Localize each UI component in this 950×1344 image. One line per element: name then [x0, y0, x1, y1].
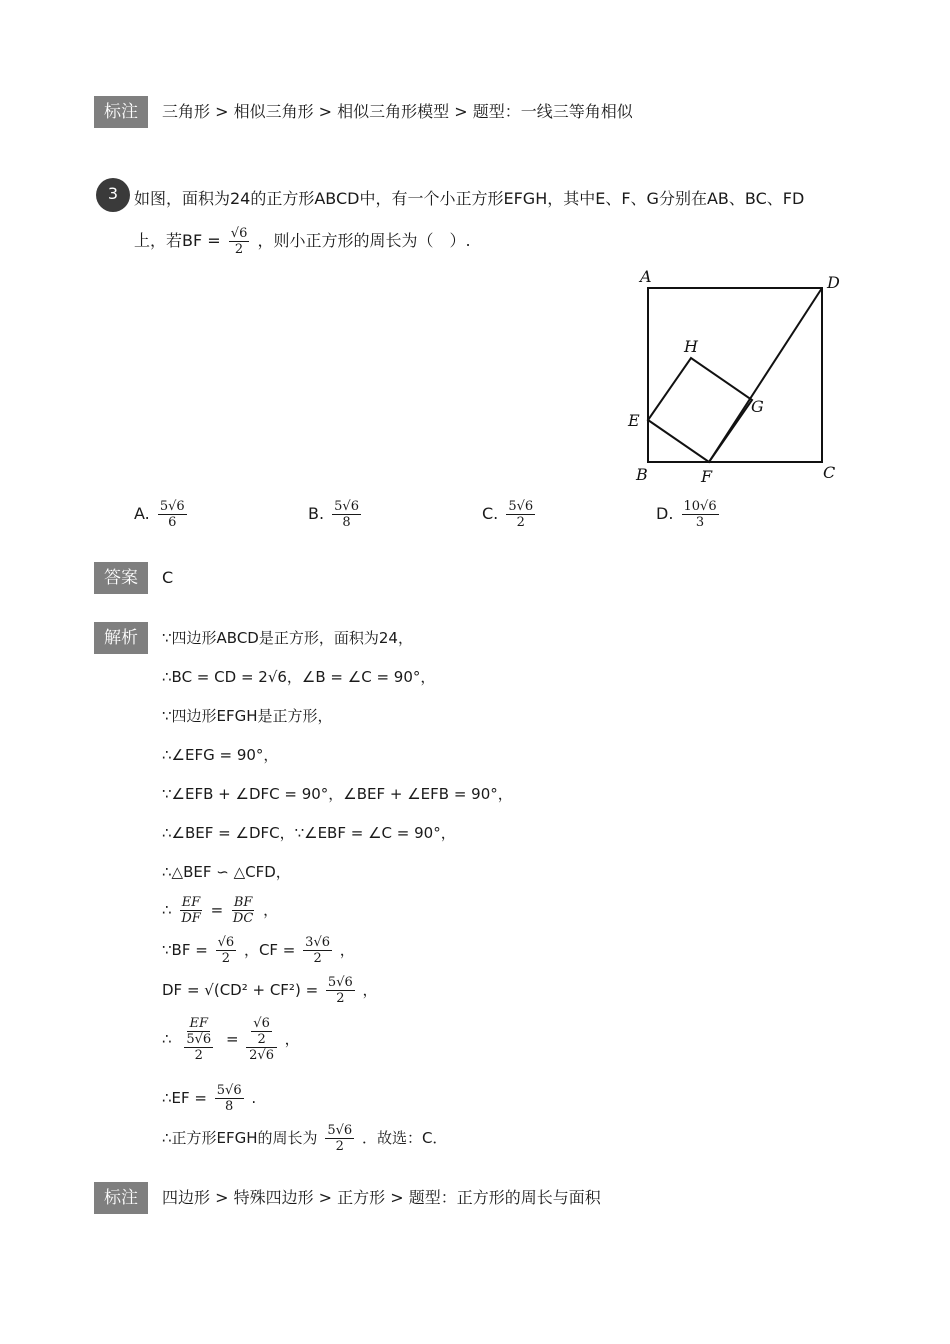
ratio-eq: =	[210, 901, 224, 919]
ef-post: .	[251, 1089, 257, 1107]
df-post: ，	[362, 981, 378, 999]
ratio2-right-num	[246, 1016, 277, 1048]
option-d-letter: D.	[656, 504, 674, 523]
analysis-line-2: ∴BC = CD = 2√6，∠B = ∠C = 90°，	[162, 668, 436, 686]
label-b: B	[636, 465, 648, 484]
analysis-ratio2	[162, 1010, 300, 1068]
final-post: ．故选：C．	[361, 1129, 448, 1147]
question-line2	[134, 226, 471, 257]
ratio2-left-den	[179, 1032, 218, 1063]
final-frac-den: 2	[335, 1139, 344, 1154]
analysis-label: 解析	[94, 622, 148, 654]
ratio-post: ，	[263, 901, 279, 919]
option-b-letter: B.	[308, 504, 325, 523]
tag2-path: 四边形 > 特殊四边形 > 正方形 > 题型：正方形的周长与面积	[162, 1188, 601, 1207]
option-c-num: 5√6	[508, 499, 534, 514]
question-line2-pre: 上，若BF =	[134, 231, 221, 250]
ratio2-right-inner-num: √6	[253, 1016, 270, 1031]
final-pre: ∴正方形EFGH的周长为	[162, 1129, 318, 1147]
ratio2-post: ，	[284, 1030, 300, 1048]
option-d-fraction	[682, 499, 719, 530]
option-a-letter: A.	[134, 504, 150, 523]
tag-path: 三角形 > 相似三角形 > 相似三角形模型 > 题型：一线三等角相似	[162, 102, 633, 121]
option-a-fraction	[158, 499, 187, 530]
ratio2-frac-right	[246, 1016, 277, 1063]
answer-value: C	[162, 568, 174, 587]
ratio-frac-1-num: EF	[181, 895, 201, 910]
label-h: H	[684, 337, 698, 356]
bfcf-pre: ∵BF =	[162, 941, 208, 959]
analysis-line-5: ∵∠EFB + ∠DFC = 90°，∠BEF + ∠EFB = 90°，	[162, 785, 513, 803]
final-frac-num: 5√6	[327, 1123, 353, 1138]
label-e: E	[628, 411, 640, 430]
ratio2-pre: ∴	[162, 1030, 172, 1048]
ef-frac	[215, 1083, 244, 1114]
ef-pre: ∴EF =	[162, 1089, 207, 1107]
option-c-den: 2	[516, 515, 525, 530]
option-b-fraction	[332, 499, 361, 530]
df-frac	[326, 975, 355, 1006]
option-d[interactable]	[656, 496, 722, 532]
question-fraction-den: 2	[234, 242, 244, 257]
df-frac-num: 5√6	[327, 975, 353, 990]
ratio2-left-inner-num: 5√6	[186, 1032, 212, 1047]
ratio-frac-1-den: DF	[181, 911, 201, 926]
ef-frac-num: 5√6	[216, 1083, 242, 1098]
ratio2-left-num: EF	[189, 1016, 208, 1031]
analysis-bf-cf	[162, 932, 355, 968]
option-c-letter: C.	[482, 504, 499, 523]
bf-frac-num: √6	[217, 935, 235, 950]
final-frac	[325, 1123, 354, 1154]
ratio2-left-inner-den: 2	[194, 1048, 203, 1063]
option-d-num: 10√6	[683, 499, 717, 514]
answer-label: 答案	[94, 562, 148, 594]
analysis-line-4: ∴∠EFG = 90°，	[162, 746, 279, 764]
ratio-pre: ∴	[162, 901, 172, 919]
option-a-den: 6	[168, 515, 177, 530]
ratio2-left-inner	[184, 1032, 213, 1063]
cf-frac-den: 2	[313, 951, 322, 966]
ratio2-right-inner-den: 2	[257, 1032, 266, 1047]
option-c-fraction	[506, 499, 535, 530]
analysis-line-1: ∵四边形ABCD是正方形，面积为24，	[162, 629, 413, 647]
analysis-ratio	[162, 892, 278, 928]
ratio2-right-inner	[251, 1016, 272, 1047]
geometry-figure	[620, 262, 850, 492]
ratio-frac-2	[231, 895, 255, 926]
option-d-den: 3	[695, 515, 705, 530]
ratio-frac-1	[179, 895, 202, 926]
bf-frac-den: 2	[221, 951, 231, 966]
square-abcd	[648, 288, 822, 462]
option-b-den: 8	[342, 515, 351, 530]
ratio2-frac-left	[179, 1016, 218, 1063]
label-a: A	[640, 267, 652, 286]
question-number-badge: 3	[96, 178, 130, 212]
option-a-num: 5√6	[159, 499, 185, 514]
ratio2-eq: =	[225, 1030, 239, 1048]
question-line2-post: ，则小正方形的周长为（ ）.	[257, 231, 471, 250]
option-c[interactable]	[482, 496, 538, 532]
option-a[interactable]	[134, 496, 190, 532]
analysis-ef	[162, 1080, 256, 1116]
question-fraction	[229, 226, 250, 257]
option-b-num: 5√6	[334, 499, 359, 514]
option-b[interactable]	[308, 496, 364, 532]
ef-frac-den: 8	[225, 1099, 234, 1114]
ratio2-right-den: 2√6	[249, 1048, 274, 1063]
cf-frac-num: 3√6	[305, 935, 330, 950]
ratio-frac-2-den: DC	[232, 911, 254, 926]
question-line1: 如图，面积为24的正方形ABCD中，有一个小正方形EFGH，其中E、F、G分别在AB、BC、FD	[134, 189, 805, 208]
bfcf-mid: ，CF =	[243, 941, 296, 959]
bf-frac	[216, 935, 237, 966]
label-f: F	[701, 467, 713, 486]
tag2-label: 标注	[94, 1182, 148, 1214]
ratio-frac-2-num: BF	[233, 895, 253, 910]
bfcf-post: ，	[339, 941, 355, 959]
analysis-df	[162, 972, 378, 1008]
analysis-final	[162, 1120, 447, 1156]
analysis-line-3: ∵四边形EFGH是正方形，	[162, 707, 333, 725]
cf-frac	[303, 935, 332, 966]
label-c: C	[823, 463, 836, 482]
df-frac-den: 2	[336, 991, 345, 1006]
df-pre: DF = √(CD² + CF²) =	[162, 981, 319, 999]
question-fraction-num: √6	[230, 226, 248, 241]
square-efgh	[648, 358, 752, 462]
analysis-line-6: ∴∠BEF = ∠DFC，∵∠EBF = ∠C = 90°，	[162, 824, 456, 842]
label-g: G	[751, 397, 764, 416]
tag-label: 标注	[94, 96, 148, 128]
label-d: D	[827, 273, 840, 292]
analysis-line-7: ∴△BEF ∽ △CFD，	[162, 863, 291, 881]
